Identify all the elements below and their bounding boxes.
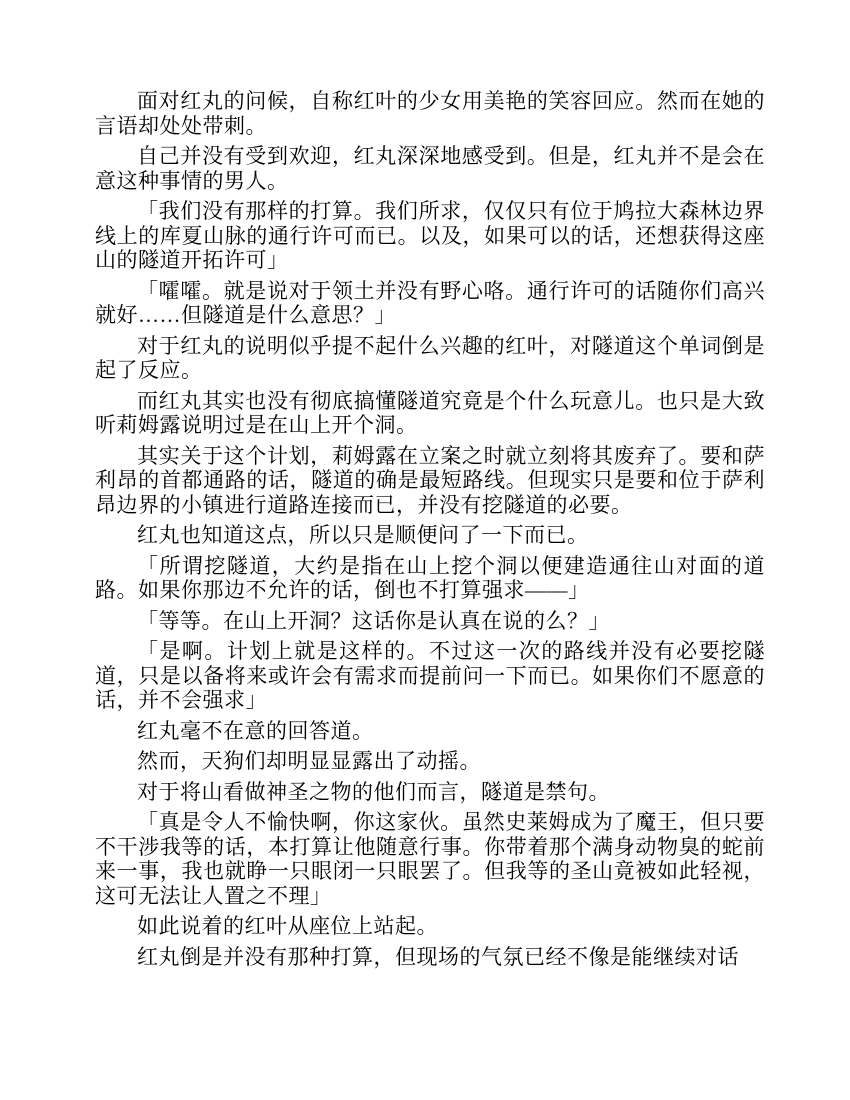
narration-paragraph: 红丸毫不在意的回答道。	[137, 718, 374, 743]
narration-paragraph: 面对红丸的问候，自称红叶的少女用美艳的笑容回应。然而在她的言语却处处带刺。	[95, 89, 765, 138]
narration-paragraph: 自己并没有受到欢迎，红丸深深地感受到。但是，红丸并不是会在意这种事情的男人。	[95, 144, 765, 193]
narration-paragraph: 而红丸其实也没有彻底搞懂隧道究竟是个什么玩意儿。也只是大致听莉姆露说明过是在山上开个洞。	[95, 388, 765, 437]
narration-paragraph: 其实关于这个计划，莉姆露在立案之时就立刻将其废弃了。要和萨利昂的首都通路的话，隧道的确是最短路线。但现实只是要和位于萨利昂边界的小镇进行道路连接而已，并没有挖隧道的必要。	[95, 443, 765, 517]
dialogue-paragraph: 「我们没有那样的打算。我们所求，仅仅只有位于鸠拉大森林边界线上的库夏山脉的通行许可而已。以及，如果可以的话，还想获得这座山的隧道开拓许可」	[95, 199, 765, 272]
narration-paragraph: 红丸倒是并没有那种打算，但现场的气氛已经不像是能继续对话	[137, 944, 739, 969]
dialogue-paragraph: 「所谓挖隧道，大约是指在山上挖个洞以便建造通往山对面的道路。如果你那边不允许的话，倒也不打算强求——」	[95, 553, 765, 602]
narration-paragraph: 红丸也知道这点，所以只是顺便问了一下而已。	[137, 523, 589, 547]
narration-paragraph: 然而，天狗们却明显显露出了动摇。	[137, 749, 481, 773]
narration-paragraph: 对于将山看做神圣之物的他们而言，隧道是禁句。	[137, 779, 610, 804]
dialogue-paragraph: 「真是令人不愉快啊，你这家伙。虽然史莱姆成为了魔王，但只要不干涉我等的话，本打算让他随意行事。你带着那个满身动物臭的蛇前来一事，我也就睁一只眼闭一只眼罢了。但我等的圣山竟被如此轻视，这可无法让人置之不理」	[95, 810, 765, 908]
dialogue-paragraph: 「等等。在山上开洞？这话你是认真在说的么？」	[137, 608, 610, 633]
dialogue-paragraph: 「嚯嚯。就是说对于领土并没有野心咯。通行许可的话随你们高兴就好……但隧道是什么意思？」	[95, 278, 765, 327]
narration-paragraph: 如此说着的红叶从座位上站起。	[137, 914, 438, 938]
dialogue-paragraph: 「是啊。计划上就是这样的。不过这一次的路线并没有必要挖隧道，只是以备将来或许会有需求而提前问一下而已。如果你们不愿意的话，并不会强求」	[95, 639, 765, 712]
text-content	[95, 89, 765, 975]
narration-paragraph: 对于红丸的说明似乎提不起什么兴趣的红叶，对隧道这个单词倒是起了反应。	[95, 333, 765, 382]
